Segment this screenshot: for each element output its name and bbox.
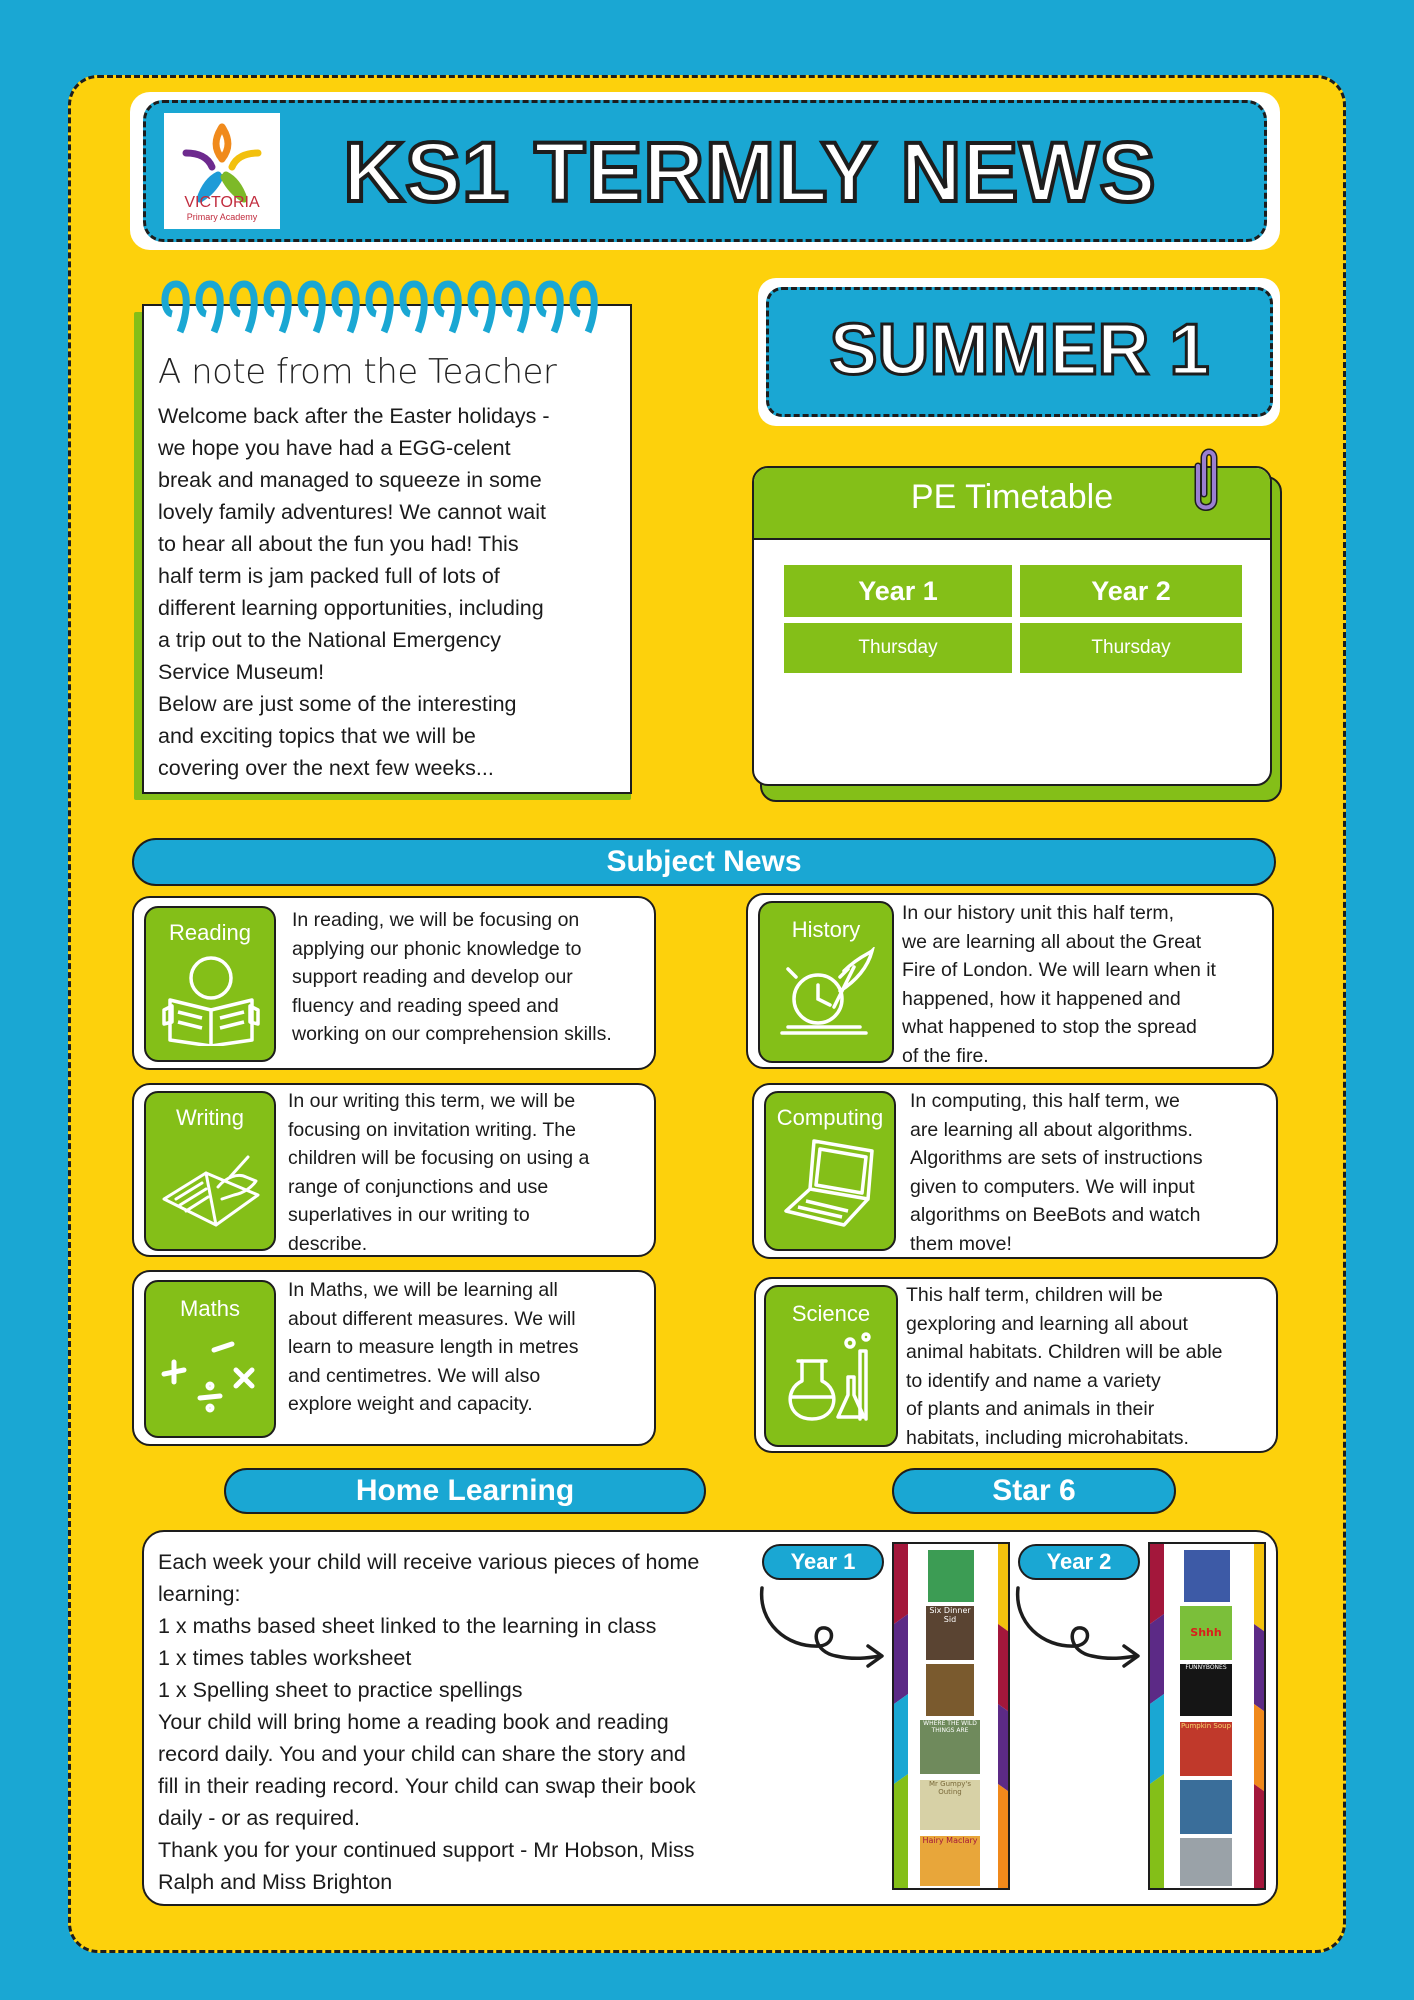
subject-line: superlatives in our writing to <box>288 1204 530 1226</box>
subject-line: focusing on invitation writing. The <box>288 1118 576 1141</box>
book-title: Six Dinner Sid <box>929 1606 971 1624</box>
year2-book-strip <box>1148 1542 1266 1890</box>
subject-label: History <box>791 917 861 942</box>
subject-line: explore weight and capacity. <box>288 1393 533 1415</box>
subject-line: In Maths, we will be learning all <box>288 1279 558 1301</box>
book-cover <box>928 1550 974 1602</box>
home-learning-line: Thank you for your continued support - Mr Hobson, Miss <box>158 1838 695 1862</box>
star6-year1-label: Year 1 <box>762 1544 884 1580</box>
star6-heading: Star 6 <box>892 1468 1176 1514</box>
home-learning-line: 1 x times tables worksheet <box>158 1646 412 1670</box>
note-line: Below are just some of the interesting <box>158 692 517 716</box>
subject-line: we are learning all about the Great <box>902 930 1202 953</box>
note-line: and exciting topics that we will be <box>158 724 476 748</box>
subject-text <box>288 1276 654 1419</box>
book-cover <box>1180 1664 1232 1716</box>
note-line: Service Museum! <box>158 660 325 684</box>
subject-line: what happened to stop the spread <box>902 1016 1197 1038</box>
book-cover <box>920 1780 980 1830</box>
home-learning-text <box>158 1546 778 1898</box>
subject-line: fluency and reading speed and <box>292 994 559 1017</box>
subject-label: Computing <box>776 1105 884 1130</box>
book-cover <box>1180 1722 1232 1776</box>
note-line: covering over the next few weeks... <box>158 756 494 780</box>
subject-line: happened, how it happened and <box>902 987 1181 1010</box>
book-title: Mr Gumpy's Outing <box>929 1780 971 1796</box>
subject-label: Maths <box>180 1296 240 1321</box>
subject-line: support reading and develop our <box>292 966 573 988</box>
subject-line: and centimetres. We will also <box>288 1364 541 1387</box>
note-line: break and managed to squeeze in some <box>158 468 542 492</box>
home-learning-line: 1 x Spelling sheet to practice spellings <box>158 1678 523 1702</box>
book-title: WHERE THE WILD THINGS ARE <box>923 1720 977 1734</box>
book-title: Pumpkin Soup <box>1180 1722 1232 1730</box>
note-line: half term is jam packed full of lots of <box>158 564 500 588</box>
reading-book-icon <box>160 952 262 1046</box>
book-cover <box>926 1664 974 1716</box>
pe-year2-day: Thursday <box>1020 623 1242 673</box>
home-learning-line: record daily. You and your child can share the story and <box>158 1742 686 1766</box>
subject-card-reading <box>132 896 656 1070</box>
home-learning-line: fill in their reading record. Your child can swap their book <box>158 1774 696 1798</box>
subject-icon-box <box>144 1091 276 1251</box>
subject-icon-box <box>144 1280 276 1438</box>
logo-name: VICTORIA <box>184 194 260 211</box>
subject-line: of plants and animals in their <box>906 1398 1155 1420</box>
subject-line: about different measures. We will <box>288 1307 576 1330</box>
subject-line: In our history unit this half term, <box>902 902 1175 924</box>
paperclip-icon <box>1190 448 1222 516</box>
book-cover <box>1184 1550 1230 1602</box>
book-title: FUNNYBONES <box>1185 1664 1227 1671</box>
subject-text <box>292 906 652 1049</box>
subject-line: habitats, including microhabitats. <box>906 1426 1189 1449</box>
subject-line: In reading, we will be focusing on <box>292 909 580 931</box>
note-body <box>158 400 618 784</box>
curly-arrow-icon <box>1012 1582 1146 1672</box>
subject-label: Writing <box>175 1105 245 1130</box>
page-title: KS1 TERMLY NEWS <box>343 125 1157 219</box>
note-line: we hope you have had a EGG-celent <box>158 436 511 460</box>
book-cover <box>920 1836 980 1886</box>
subject-text <box>288 1087 654 1258</box>
book-cover <box>1180 1606 1232 1660</box>
subject-line: children will be focusing on using a <box>288 1147 590 1169</box>
note-line: a trip out to the National Emergency <box>158 628 501 652</box>
book-title: Hairy Maclary <box>922 1836 978 1845</box>
note-line: different learning opportunities, including <box>158 596 544 620</box>
book-cover <box>920 1720 980 1774</box>
subject-line: of the fire. <box>902 1044 989 1067</box>
star6-year2-label: Year 2 <box>1018 1544 1140 1580</box>
home-learning-heading: Home Learning <box>224 1468 706 1514</box>
subject-text <box>910 1087 1274 1258</box>
subject-line: In computing, this half term, we <box>910 1090 1180 1112</box>
subject-line: This half term, children will be <box>906 1284 1163 1306</box>
subject-card-writing <box>132 1083 656 1257</box>
home-learning-line: daily - or as required. <box>158 1806 360 1830</box>
pe-year2-header: Year 2 <box>1020 565 1242 617</box>
pe-year1-header: Year 1 <box>784 565 1012 617</box>
subject-line: algorithms on BeeBots and watch <box>910 1204 1201 1226</box>
subject-line: Algorithms are sets of instructions <box>910 1147 1203 1169</box>
subject-line: are learning all about algorithms. <box>910 1118 1193 1141</box>
book-cover <box>926 1606 974 1660</box>
home-learning-line: 1 x maths based sheet linked to the learning in class <box>158 1614 657 1638</box>
subject-text <box>902 899 1270 1070</box>
subject-icon-box <box>764 1285 898 1447</box>
spiral-binding-icon <box>156 274 626 342</box>
subject-card-computing <box>752 1083 1278 1259</box>
subject-line: animal habitats. Children will be able <box>906 1341 1223 1363</box>
subject-card-history <box>746 893 1274 1069</box>
home-learning-line: learning: <box>158 1582 241 1606</box>
maths-symbols-icon <box>160 1326 262 1420</box>
subject-line: range of conjunctions and use <box>288 1175 549 1198</box>
note-line: lovely family adventures! We cannot wait <box>158 500 546 524</box>
subject-line: gexploring and learning all about <box>906 1312 1188 1335</box>
subject-card-science <box>754 1277 1278 1453</box>
book-cover <box>1180 1780 1232 1834</box>
subject-line: Fire of London. We will learn when it <box>902 959 1216 981</box>
book-cover <box>1180 1838 1232 1886</box>
subject-text <box>906 1281 1276 1452</box>
logo-subtitle: Primary Academy <box>186 212 258 222</box>
pe-year1-day: Thursday <box>784 623 1012 673</box>
subject-line: describe. <box>288 1232 368 1255</box>
writing-hand-book-icon <box>160 1137 262 1231</box>
subject-news-heading: Subject News <box>132 838 1276 886</box>
note-line: to hear all about the fun you had! This <box>158 532 519 556</box>
subject-line: to identify and name a variety <box>906 1369 1161 1392</box>
subject-card-maths <box>132 1270 656 1446</box>
subject-line: learn to measure length in metres <box>288 1336 579 1358</box>
home-learning-line: Ralph and Miss Brighton <box>158 1870 393 1894</box>
subject-icon-box <box>144 906 276 1062</box>
subject-icon-box <box>758 901 894 1063</box>
home-learning-line: Your child will bring home a reading book and reading <box>158 1710 669 1734</box>
logo-wordmark <box>164 196 280 224</box>
subject-line: working on our comprehension skills. <box>292 1023 612 1045</box>
subject-icon-box <box>764 1091 896 1251</box>
home-learning-line: Each week your child will receive various pieces of home <box>158 1550 700 1574</box>
year1-book-strip <box>892 1542 1010 1890</box>
subject-label: Reading <box>169 920 251 945</box>
note-line: Welcome back after the Easter holidays - <box>158 404 550 428</box>
curly-arrow-icon <box>756 1582 890 1672</box>
history-clock-quill-icon <box>774 947 876 1041</box>
subject-label: Science <box>791 1301 871 1326</box>
laptop-icon <box>780 1137 882 1231</box>
note-title: A note from the Teacher <box>158 352 557 392</box>
subject-line: them move! <box>910 1232 1012 1255</box>
book-title: Shhh <box>1190 1626 1222 1639</box>
subject-line: given to computers. We will input <box>910 1175 1195 1198</box>
subject-line: In our writing this term, we will be <box>288 1090 576 1112</box>
science-flasks-icon <box>780 1331 882 1425</box>
subject-line: applying our phonic knowledge to <box>292 937 582 960</box>
pe-title: PE Timetable <box>910 478 1114 516</box>
term-label: SUMMER 1 <box>829 310 1210 390</box>
